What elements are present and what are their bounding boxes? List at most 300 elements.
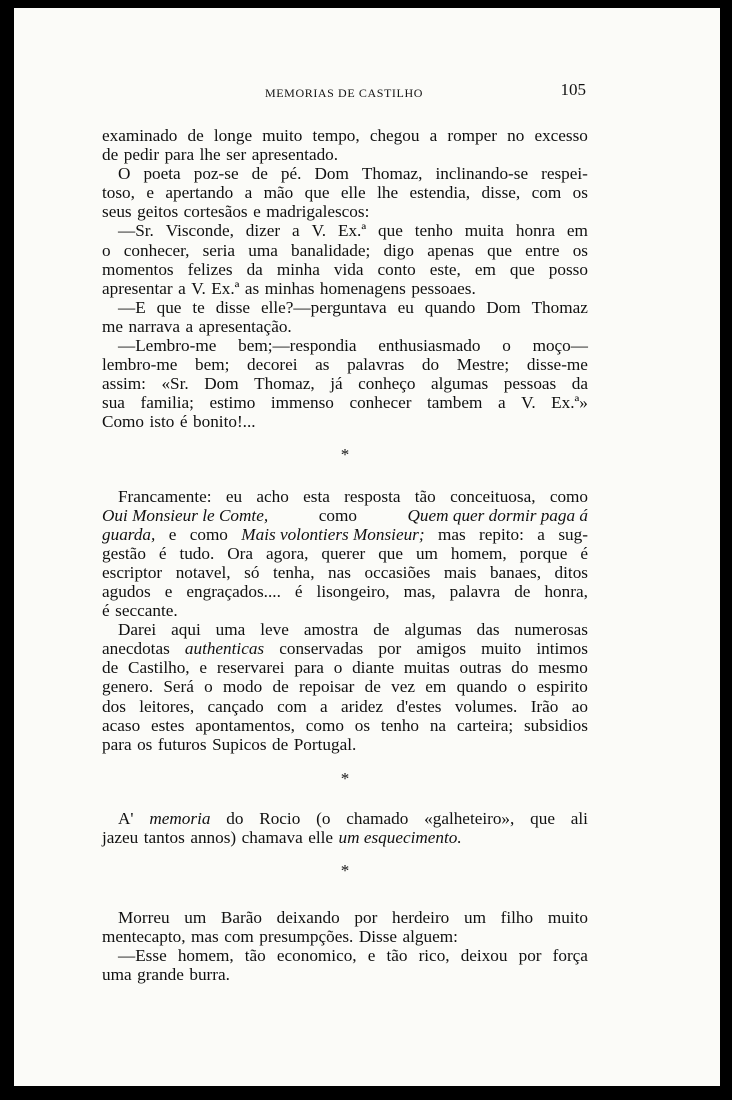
word: os xyxy=(572,183,588,203)
word: um esquecimento. xyxy=(338,827,462,847)
word: entre xyxy=(525,240,560,260)
word: e xyxy=(253,202,261,222)
word: em xyxy=(474,259,496,279)
text-line xyxy=(102,202,588,221)
text-line xyxy=(102,735,588,754)
word: para xyxy=(294,658,324,678)
word: eu xyxy=(225,486,243,506)
word: geitos xyxy=(137,202,179,222)
word: homem, xyxy=(450,543,507,563)
word: V. xyxy=(521,393,536,413)
word: a xyxy=(429,126,438,145)
word: O xyxy=(118,164,131,184)
text-line xyxy=(102,393,588,412)
word: posso xyxy=(548,259,588,279)
word: burra. xyxy=(189,965,230,985)
word: chegou xyxy=(369,126,420,145)
word: e xyxy=(146,183,154,203)
word: apenas xyxy=(427,240,474,260)
word: estes xyxy=(150,715,185,735)
word: como xyxy=(549,486,588,506)
word: me xyxy=(102,316,123,336)
text-line xyxy=(102,412,588,431)
word: esta xyxy=(303,486,330,506)
text-line xyxy=(102,620,588,639)
word: de xyxy=(187,126,204,145)
word: mesmo xyxy=(538,658,588,678)
word: apresentar xyxy=(102,278,173,298)
word: agora, xyxy=(265,543,309,563)
word: um xyxy=(184,908,207,927)
word: Disse xyxy=(358,927,398,947)
word: da xyxy=(246,259,263,279)
word: é xyxy=(580,543,588,563)
word: momentos xyxy=(102,259,174,279)
word: de xyxy=(514,581,531,601)
word: acho xyxy=(256,486,289,506)
word: que xyxy=(378,221,403,241)
word: alguem: xyxy=(402,927,458,947)
text-line xyxy=(102,298,588,317)
text-line xyxy=(102,828,588,847)
word: querer xyxy=(321,543,366,563)
text-line xyxy=(102,658,588,677)
word: de xyxy=(102,145,119,165)
text-line xyxy=(102,639,588,658)
text-line xyxy=(102,927,588,946)
text-line xyxy=(102,716,588,735)
word: outras xyxy=(459,658,502,678)
word: annos) xyxy=(190,827,237,847)
word: chamava xyxy=(241,827,303,847)
word: mas, xyxy=(403,581,436,601)
text-line xyxy=(102,965,588,984)
word: futuros xyxy=(157,734,207,754)
word: já xyxy=(330,374,343,394)
text-line xyxy=(102,487,588,506)
word: enthusiasmado xyxy=(378,336,481,356)
word: os xyxy=(137,734,153,754)
word: de xyxy=(251,164,268,184)
word: mão xyxy=(263,183,294,203)
word: e xyxy=(367,946,376,966)
word: Barão xyxy=(220,908,262,927)
word: seria xyxy=(202,240,236,260)
word: —E xyxy=(118,297,146,317)
word: escriptor xyxy=(102,562,163,582)
word: o xyxy=(204,677,213,697)
word: Dom xyxy=(486,297,521,317)
word: banaes, xyxy=(489,562,541,582)
text-line xyxy=(102,677,588,696)
word: mais xyxy=(443,562,477,582)
word: por xyxy=(354,908,378,927)
word: de xyxy=(364,677,381,697)
word: deixando xyxy=(276,908,340,927)
word: conservadas xyxy=(279,639,364,659)
word: longe xyxy=(213,126,253,145)
word: Oui Monsieur le Comte, xyxy=(102,505,269,525)
word: como xyxy=(318,505,357,525)
word: tempo, xyxy=(312,126,360,145)
word: e xyxy=(168,524,177,544)
word: Thomaz, xyxy=(361,164,423,184)
word: modo xyxy=(223,677,263,697)
word: Ora xyxy=(227,543,253,563)
word: lisongeiro, xyxy=(316,581,390,601)
word: agudos xyxy=(102,581,151,601)
word: vez xyxy=(391,677,416,697)
word: Dom xyxy=(314,164,349,184)
word: homem, xyxy=(177,946,234,966)
text-line xyxy=(102,145,588,164)
word: de xyxy=(272,734,289,754)
word: volumes. xyxy=(454,696,518,716)
word: madrigalescos: xyxy=(266,202,370,222)
word: e xyxy=(199,658,208,678)
word: as xyxy=(244,278,260,298)
word: Morreu xyxy=(118,908,170,927)
word: a xyxy=(185,316,194,336)
text-line xyxy=(102,582,588,601)
text-line xyxy=(102,374,588,393)
word: a xyxy=(497,393,506,413)
word: resposta xyxy=(344,486,401,506)
word: amigos xyxy=(416,639,467,659)
word: isto xyxy=(149,412,175,432)
word: com xyxy=(277,696,307,716)
word: tambem xyxy=(427,393,483,413)
word: occasiões xyxy=(364,562,431,582)
word: cançado xyxy=(207,696,264,716)
word: Portugal. xyxy=(293,734,357,754)
word: Mestre; xyxy=(456,355,510,375)
word: Ex.ª xyxy=(337,221,367,241)
word: poz-se xyxy=(193,164,239,184)
word: Mais volontiers Monsieur; xyxy=(241,524,425,544)
word: o xyxy=(517,677,527,697)
word: tenha, xyxy=(272,562,315,582)
word: honra xyxy=(515,221,555,241)
word: examinado xyxy=(102,126,178,145)
word: disse, xyxy=(481,183,521,203)
word: guarda, xyxy=(102,524,156,544)
word: Supicos xyxy=(212,734,267,754)
word: com xyxy=(531,183,562,203)
word: que xyxy=(156,297,182,317)
word: Castilho, xyxy=(128,658,190,678)
word: «galheteiro», xyxy=(424,808,515,828)
text-line xyxy=(102,279,588,298)
word: conto xyxy=(377,259,416,279)
word: bonito!... xyxy=(193,412,256,432)
word: de xyxy=(373,620,390,640)
word: gestão xyxy=(102,543,146,563)
word: Thomaz xyxy=(531,297,588,317)
text-line xyxy=(102,908,588,927)
word: tão xyxy=(244,946,266,966)
word: só xyxy=(244,562,260,582)
word: que xyxy=(530,808,555,828)
word: algumas xyxy=(404,620,462,640)
word: disse xyxy=(215,297,251,317)
word: como xyxy=(189,524,228,544)
word: aqui xyxy=(171,620,201,640)
word: anecdotas xyxy=(102,639,170,659)
word: da xyxy=(571,374,588,394)
word: eu xyxy=(397,297,414,317)
word: uma xyxy=(248,240,278,260)
word: subsidios xyxy=(523,715,588,735)
word: o xyxy=(502,336,511,356)
word: um xyxy=(463,908,486,927)
section-separator: * xyxy=(340,444,350,464)
word: «Sr. xyxy=(161,374,189,394)
word: lhe xyxy=(377,183,399,203)
word: ali xyxy=(570,808,588,828)
text-line xyxy=(102,260,588,279)
word: estendia, xyxy=(409,183,471,203)
word: chamado xyxy=(346,808,409,828)
text-line xyxy=(102,317,588,336)
section-separator: * xyxy=(340,768,350,788)
word: bem; xyxy=(195,355,230,375)
text-line xyxy=(102,697,588,716)
word: —Sr. xyxy=(118,221,154,241)
word: tenho xyxy=(414,221,453,241)
word: homenagens xyxy=(319,278,406,298)
section-barao xyxy=(102,908,588,984)
word: Dom xyxy=(204,374,239,394)
word: apertando xyxy=(165,183,234,203)
word: força xyxy=(552,946,588,966)
word: espirito xyxy=(536,677,588,697)
word: muita xyxy=(464,221,504,241)
word: Francamente: xyxy=(118,486,212,506)
word: a xyxy=(178,278,186,298)
word: palavras xyxy=(347,355,405,375)
word: seccante. xyxy=(115,601,178,621)
word: um xyxy=(415,543,438,563)
word: tão xyxy=(414,486,436,506)
word: tão xyxy=(386,946,408,966)
word: repito: xyxy=(479,524,524,544)
word: bem;—respondia xyxy=(238,336,357,356)
word: diante xyxy=(352,658,395,678)
text-line xyxy=(102,126,588,145)
word: como xyxy=(305,715,344,735)
word: herdeiro xyxy=(392,908,450,927)
section-apresentacao xyxy=(102,126,588,432)
text-line xyxy=(102,164,588,183)
word: do xyxy=(511,658,529,678)
word: palavra xyxy=(449,581,501,601)
word: Será xyxy=(163,677,194,697)
word: elle xyxy=(340,183,366,203)
word: com xyxy=(224,927,254,947)
word: pessoaes. xyxy=(411,278,476,298)
word: excesso xyxy=(534,126,588,145)
word: apresentação. xyxy=(198,316,292,336)
word: muito xyxy=(262,126,303,145)
word: tudo. xyxy=(179,543,215,563)
word: Quem quer dormir paga á xyxy=(407,505,588,525)
word: toso, xyxy=(102,183,135,203)
word: em xyxy=(566,221,588,241)
word: quando xyxy=(424,297,476,317)
word: Ex.ª xyxy=(211,278,240,298)
word: seus xyxy=(102,202,132,222)
word: muito xyxy=(547,908,588,927)
word: respei- xyxy=(541,164,588,184)
word: a xyxy=(537,524,545,544)
text-line xyxy=(102,563,588,582)
word: do xyxy=(421,355,440,375)
word: é xyxy=(179,412,188,432)
word: Thomaz, xyxy=(254,374,315,394)
word: economico, xyxy=(276,946,357,966)
word: que xyxy=(304,183,330,203)
text-line xyxy=(102,183,588,202)
word: amostra xyxy=(303,620,359,640)
word: inclinando-se xyxy=(435,164,529,184)
word: uma xyxy=(215,620,246,640)
word: vida xyxy=(333,259,364,279)
word: quando xyxy=(456,677,508,697)
word: o xyxy=(333,658,343,678)
word: em xyxy=(425,677,447,697)
text-line xyxy=(102,336,588,355)
word: pedir xyxy=(123,145,160,165)
word: repoisar xyxy=(299,677,355,697)
word: memoria xyxy=(149,808,211,828)
word: engraçados.... xyxy=(186,581,281,601)
body-text xyxy=(102,126,588,984)
word: conhecer xyxy=(349,393,412,413)
word: poeta xyxy=(143,164,181,184)
word: tantos xyxy=(143,827,185,847)
word: muitas xyxy=(403,658,450,678)
word: rico, xyxy=(418,946,450,966)
word: o xyxy=(102,240,111,260)
word: —Esse xyxy=(118,946,167,966)
word: a xyxy=(292,221,300,241)
section-separator: * xyxy=(340,861,350,880)
page-number: 105 xyxy=(560,80,586,99)
word: e xyxy=(164,581,173,601)
word: disse-me xyxy=(526,355,588,375)
word: os xyxy=(354,715,371,735)
page-header xyxy=(102,80,586,102)
word: filho xyxy=(500,908,534,927)
section-rocio xyxy=(102,809,588,847)
word: numerosas xyxy=(514,620,588,640)
text-line xyxy=(102,809,588,828)
word: apresentado. xyxy=(251,145,339,165)
word: moço— xyxy=(532,336,588,356)
word: reservarei xyxy=(216,658,285,678)
word: genero. xyxy=(102,677,154,697)
word: banalidade; xyxy=(291,240,371,260)
text-line xyxy=(102,525,588,544)
word: Como xyxy=(102,412,145,432)
word: sua xyxy=(102,393,125,413)
word: Irão xyxy=(530,696,559,716)
word: narrava xyxy=(128,316,181,336)
text-line xyxy=(102,506,588,525)
word: notavel, xyxy=(175,562,231,582)
word: mas xyxy=(191,927,219,947)
word: cortesãos xyxy=(183,202,248,222)
word: authenticas xyxy=(184,639,265,659)
word: (o xyxy=(316,808,331,828)
word: sug- xyxy=(558,524,588,544)
word: por xyxy=(518,946,542,966)
word: uma xyxy=(102,965,132,985)
word: de xyxy=(272,677,289,697)
word: conhecer, xyxy=(123,240,190,260)
word: A' xyxy=(118,808,134,828)
word: immenso xyxy=(270,393,334,413)
word: lembro-me xyxy=(102,355,178,375)
word: a xyxy=(244,183,253,203)
word: presumpções. xyxy=(259,927,354,947)
word: ser xyxy=(226,145,247,165)
word: —Lembro-me xyxy=(118,336,217,356)
word: V. xyxy=(191,278,206,298)
word: Ex.ª» xyxy=(551,393,588,413)
word: d'estes xyxy=(396,696,442,716)
word: este, xyxy=(429,259,461,279)
word: pessoas xyxy=(503,374,557,394)
word: honra, xyxy=(544,581,588,601)
word: para xyxy=(164,145,195,165)
word: nas xyxy=(328,562,351,582)
word: pé. xyxy=(280,164,302,184)
section-francamente xyxy=(102,487,588,754)
word: que xyxy=(509,259,535,279)
word: lhe xyxy=(199,145,221,165)
word: conheço xyxy=(358,374,416,394)
word: Rocio xyxy=(259,808,301,828)
text-line xyxy=(102,241,588,260)
text-line xyxy=(102,221,588,240)
word: dos xyxy=(102,696,126,716)
word: conceituosa, xyxy=(450,486,536,506)
text-line xyxy=(102,544,588,563)
word: no xyxy=(507,126,525,145)
word: apontamentos, xyxy=(195,715,295,735)
word: dizer xyxy=(245,221,281,241)
word: ditos xyxy=(554,562,588,582)
word: é xyxy=(294,581,303,601)
word: grande xyxy=(137,965,184,985)
word: carteira; xyxy=(456,715,514,735)
word: ao xyxy=(571,696,588,716)
word: do xyxy=(226,808,244,828)
word: para xyxy=(102,734,132,754)
word: minhas xyxy=(264,278,315,298)
word: te xyxy=(192,297,205,317)
word: tenho xyxy=(380,715,420,735)
word: felizes xyxy=(187,259,233,279)
word: minha xyxy=(276,259,320,279)
word: muito xyxy=(481,639,522,659)
word: decorei xyxy=(246,355,298,375)
word: jazeu xyxy=(102,827,139,847)
book-page xyxy=(14,8,720,1086)
word: é xyxy=(102,601,110,621)
